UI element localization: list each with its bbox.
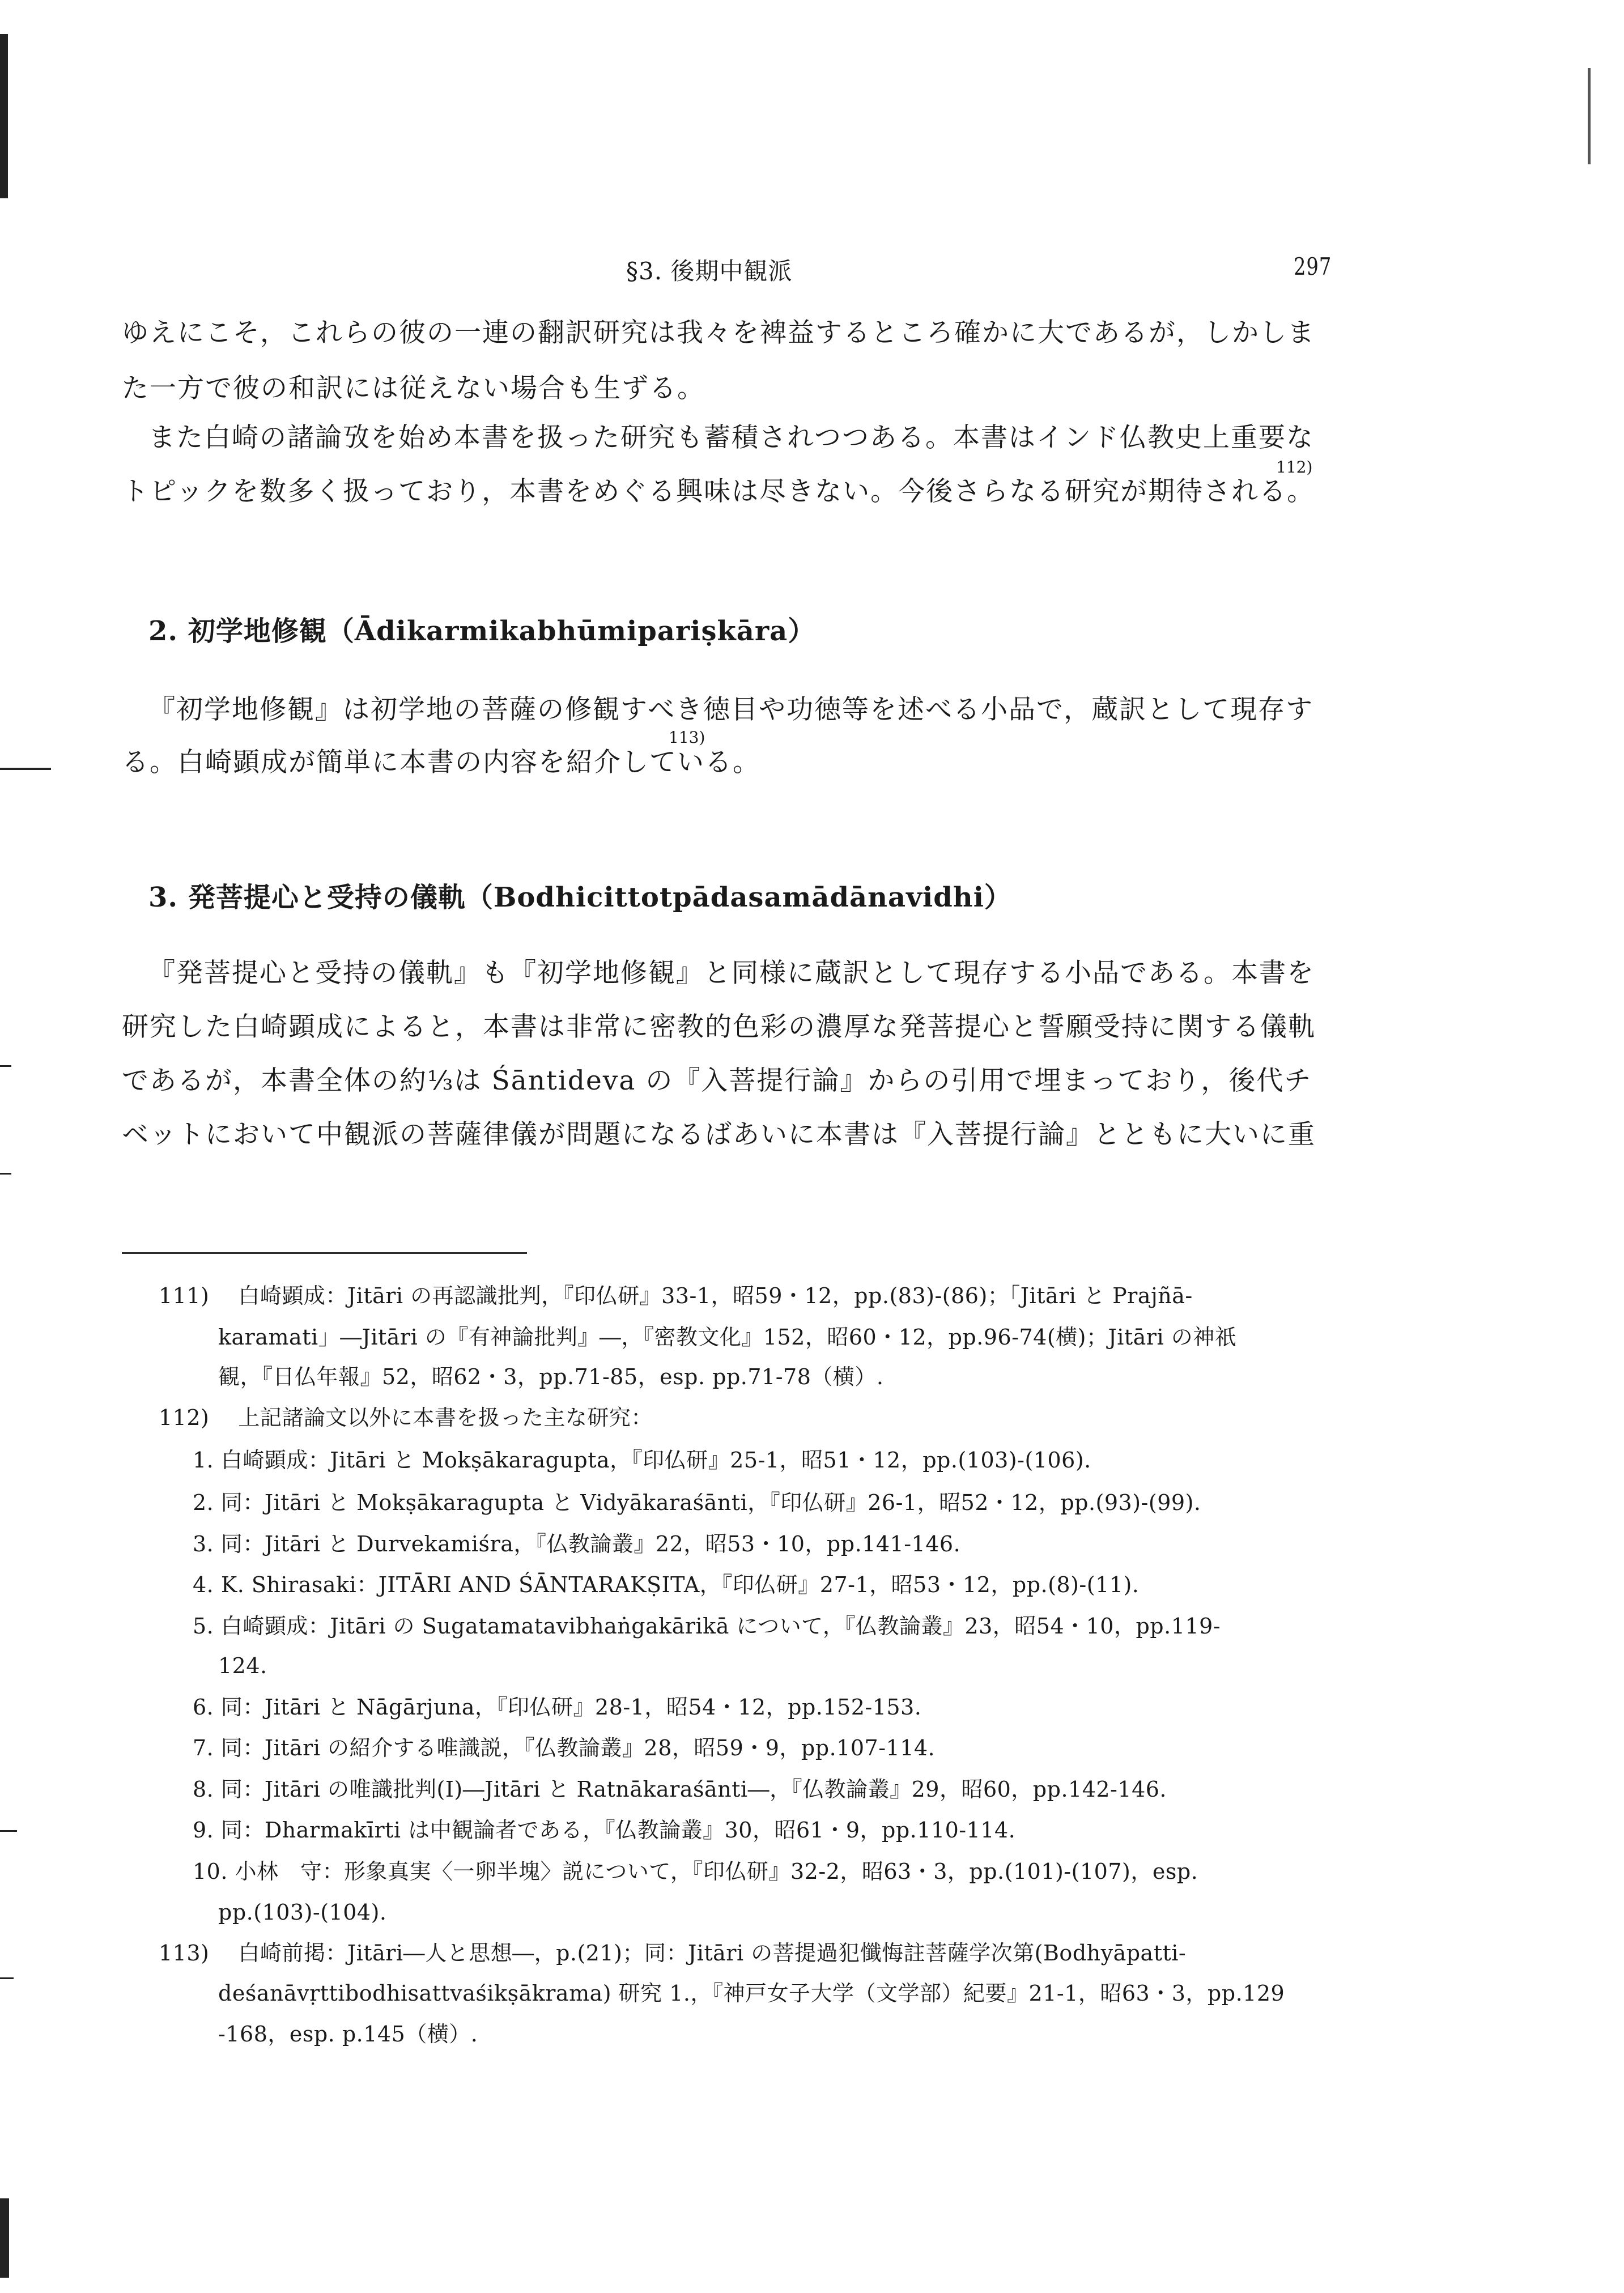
footnote-line: 観，『日仏年報』52，昭62・3，pp.71-85，esp. pp.71-78（横）. — [218, 1364, 884, 1389]
body-line: 『発菩提心と受持の儀軌』も『初学地修観』と同様に蔵訳として現存する小品である。本書を — [148, 958, 1315, 989]
scan-edge-mark — [0, 1173, 11, 1175]
body-line: また白崎の諸論攷を始め本書を扱った研究も蓄積されつつある。本書はインド仏教史上重要な — [148, 422, 1315, 453]
section-heading: 2. 初学地修観（Ādikarmikabhūmipariṣkāra） — [148, 615, 816, 647]
scan-edge-mark — [1588, 68, 1591, 164]
scan-edge-mark — [0, 1065, 11, 1067]
footnote-ref: 112) — [1276, 458, 1313, 477]
body-line: 研究した白崎顕成によると，本書は非常に密教的色彩の濃厚な発菩提心と誓願受持に関する儀軌 — [122, 1011, 1316, 1043]
footnote-line: pp.(103)-(104). — [218, 1900, 387, 1925]
footnote-line: 2. 同：Jitāri と Mokṣākaragupta と Vidyākaraśānti，『印仏研』26-1，昭52・12，pp.(93)-(99). — [193, 1490, 1201, 1515]
scan-edge-mark — [0, 768, 51, 770]
footnote-line: 113) 白崎前掲：Jitāri―人と思想―，p.(21)；同：Jitāri の菩提過犯懺悔註菩薩学次第(Bodhyāpatti- — [159, 1941, 1187, 1966]
footnote-line: 111) 白崎顕成：Jitāri の再認識批判，『印仏研』33-1，昭59・12，pp.(83)-(86)；「Jitāri と Prajñā- — [159, 1283, 1193, 1308]
footnote-line: 10. 小林 守：形象真実〈一卵半塊〉説について，『印仏研』32-2，昭63・3，pp.(101)-(107)，esp. — [193, 1859, 1198, 1884]
footnote-line: 112) 上記諸論文以外に本書を扱った主な研究： — [159, 1405, 653, 1430]
body-line: であるが，本書全体の約⅓は Śāntideva の『入菩提行論』からの引用で埋まっており，後代チ — [122, 1065, 1312, 1096]
footnote-line: 8. 同：Jitāri の唯識批判(Ⅰ)―Jitāri と Ratnākaraśānti―，『仏教論叢』29，昭60，pp.142-146. — [193, 1777, 1167, 1802]
footnote-line: 7. 同：Jitāri の紹介する唯識説，『仏教論叢』28，昭59・9，pp.107-114. — [193, 1735, 936, 1760]
footnote-ref: 113) — [669, 728, 705, 747]
footnote-line: 9. 同：Dharmakīrti は中観論者である，『仏教論叢』30，昭61・9，pp.110-114. — [193, 1818, 1016, 1843]
scan-edge-mark — [0, 2198, 9, 2278]
body-line: る。白崎顕成が簡単に本書の内容を紹介している。 — [122, 747, 760, 778]
body-line: た一方で彼の和訳には従えない場合も生ずる。 — [122, 373, 705, 404]
footnote-line: karamati」―Jitāri の『有神論批判』―，『密教文化』152，昭60・12，pp.96-74(横)；Jitāri の神祇 — [218, 1325, 1237, 1350]
footnote-line: 4. K. Shirasaki：JITĀRI AND ŚĀNTARAKṢITA，『印仏研』27-1，昭53・12，pp.(8)-(11). — [193, 1572, 1140, 1597]
footnote-line: deśanāvṛttibodhisattvaśikṣākrama) 研究 1.，『神戸女子大学（文学部）紀要』21-1，昭63・3，pp.129 — [218, 1981, 1285, 2006]
footnote-line: 5. 白崎顕成：Jitāri の Sugatamatavibhaṅgakārikā について，『仏教論叢』23，昭54・10，pp.119- — [193, 1614, 1221, 1639]
body-line: トピックを数多く扱っており，本書をめぐる興味は尽きない。今後さらなる研究が期待される。 — [122, 476, 1315, 507]
page-number: 297 — [1294, 253, 1332, 280]
scan-edge-mark — [0, 1977, 14, 1979]
footnote-line: 1. 白崎顕成：Jitāri と Mokṣākaragupta，『印仏研』25-1，昭51・12，pp.(103)-(106). — [193, 1448, 1091, 1473]
scan-edge-mark — [0, 34, 8, 198]
footnote-line: 3. 同：Jitāri と Durvekamiśra，『仏教論叢』22，昭53・10，pp.141-146. — [193, 1531, 961, 1556]
running-head-section: §3. 後期中観派 — [626, 257, 793, 285]
body-line: 『初学地修観』は初学地の菩薩の修観すべき徳目や功徳等を述べる小品で，蔵訳として現存す — [148, 694, 1314, 725]
scan-edge-mark — [0, 1830, 17, 1832]
footnote-line: 6. 同：Jitāri と Nāgārjuna，『印仏研』28-1，昭54・12，pp.152-153. — [193, 1695, 922, 1720]
footnote-line: 124. — [218, 1653, 267, 1678]
footnote-line: -168，esp. p.145（横）. — [218, 2022, 478, 2047]
body-line: ベットにおいて中観派の菩薩律儀が問題になるばあいに本書は『入菩提行論』とともに大いに重 — [122, 1119, 1316, 1150]
footnote-rule — [122, 1252, 527, 1254]
body-line: ゆえにこそ，これらの彼の一連の翻訳研究は我々を裨益するところ確かに大であるが，しかしま — [122, 317, 1316, 348]
section-heading: 3. 発菩提心と受持の儀軌（Bodhicittotpādasamādānavidhi） — [148, 882, 1012, 913]
